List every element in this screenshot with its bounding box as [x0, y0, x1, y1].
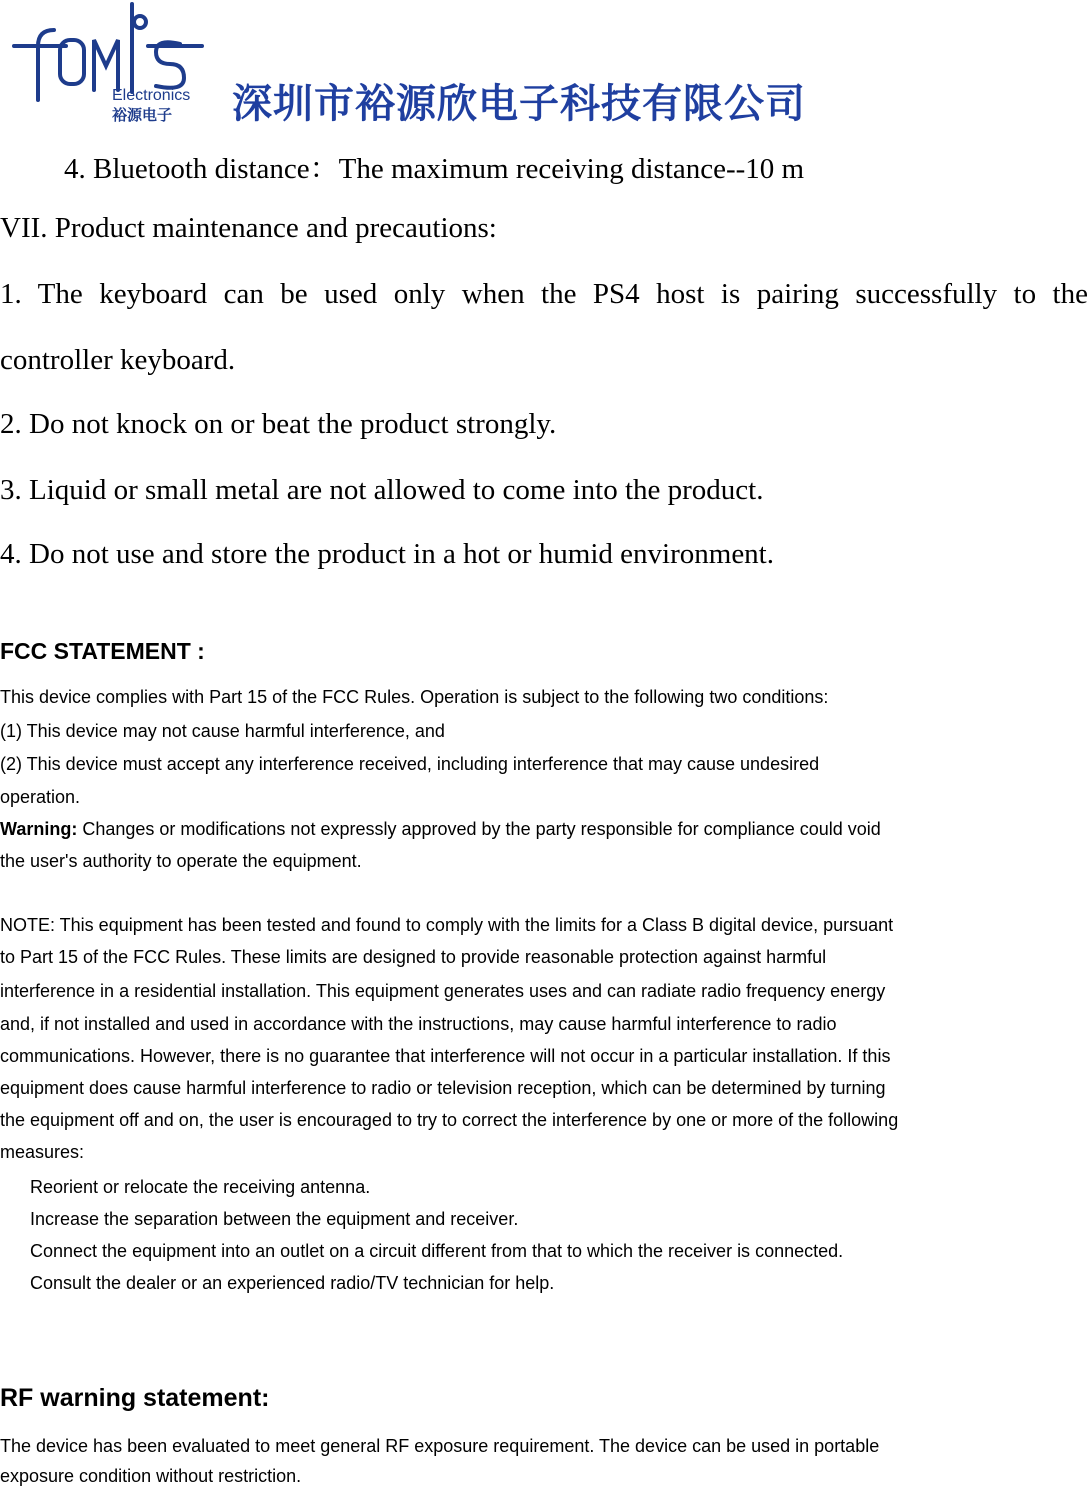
maintenance-item-4: 4. Do not use and store the product in a hot or humid environment.: [0, 538, 774, 570]
measure-4: Consult the dealer or an experienced radio/TV technician for help.: [30, 1273, 555, 1293]
maintenance-item-1: 1. The keyboard can be used only when the PS4 host is pairing successfully to the: [0, 278, 1088, 310]
rf-line-2: exposure condition without restriction.: [0, 1466, 302, 1486]
logo-cn-text: 裕源电子: [112, 106, 173, 124]
warning-label: Warning:: [0, 819, 78, 839]
maintenance-item-2: 2. Do not knock on or beat the product strongly.: [0, 408, 557, 440]
measure-3: Connect the equipment into an outlet on a circuit different from that to which the receiver is connected.: [30, 1241, 844, 1261]
note-line-3: interference in a residential installation. This equipment generates uses and can radiate radio frequency energy: [0, 981, 886, 1001]
rf-line-1: The device has been evaluated to meet general RF exposure requirement. The device can be used in portable: [0, 1436, 880, 1456]
note-line-7: the equipment off and on, the user is encouraged to try to correct the interference by one or more of the following: [0, 1110, 899, 1130]
note-line-6: equipment does cause harmful interference to radio or television reception, which can be determined by turning: [0, 1078, 886, 1098]
measure-2: Increase the separation between the equipment and receiver.: [30, 1209, 519, 1229]
fcc-heading: FCC STATEMENT :: [0, 638, 205, 664]
fcc-line-4: operation.: [0, 787, 81, 807]
note-line-8: measures:: [0, 1142, 85, 1162]
fcc-warning-cont: the user's authority to operate the equipment.: [0, 851, 362, 871]
fcc-line-3: (2) This device must accept any interference received, including interference that may cause undesired: [0, 754, 820, 774]
company-name: 深圳市裕源欣电子科技有限公司: [232, 81, 806, 127]
note-line-2: to Part 15 of the FCC Rules. These limits are designed to provide reasonable protection against harmful: [0, 947, 827, 967]
maintenance-heading: VII. Product maintenance and precautions:: [0, 212, 497, 244]
note-line-1: NOTE: This equipment has been tested and found to comply with the limits for a Class B digital device, pursuant: [0, 915, 894, 935]
fcc-line-1: This device complies with Part 15 of the FCC Rules. Operation is subject to the following two conditions:: [0, 687, 829, 707]
fcc-warning: [0, 819, 881, 840]
measure-1: Reorient or relocate the receiving antenna.: [30, 1177, 371, 1197]
warning-text: Changes or modifications not expressly approved by the party responsible for compliance could void: [77, 819, 881, 839]
company-logo: [8, 0, 204, 124]
maintenance-item-3: 3. Liquid or small metal are not allowed to come into the product.: [0, 474, 764, 506]
maintenance-item-1-cont: controller keyboard.: [0, 344, 236, 376]
bluetooth-distance: 4. Bluetooth distance：The maximum receiving distance--10 m: [64, 153, 805, 185]
letterhead: [0, 0, 1088, 130]
fcc-line-2: (1) This device may not cause harmful interference, and: [0, 721, 445, 741]
note-line-5: communications. However, there is no guarantee that interference will not occur in a particular installation. If this: [0, 1046, 891, 1066]
rf-heading: RF warning statement:: [0, 1384, 270, 1412]
note-line-4: and, if not installed and used in accordance with the instructions, may cause harmful interference to radio: [0, 1014, 837, 1034]
logo-sub-text: Electronics: [112, 87, 191, 104]
